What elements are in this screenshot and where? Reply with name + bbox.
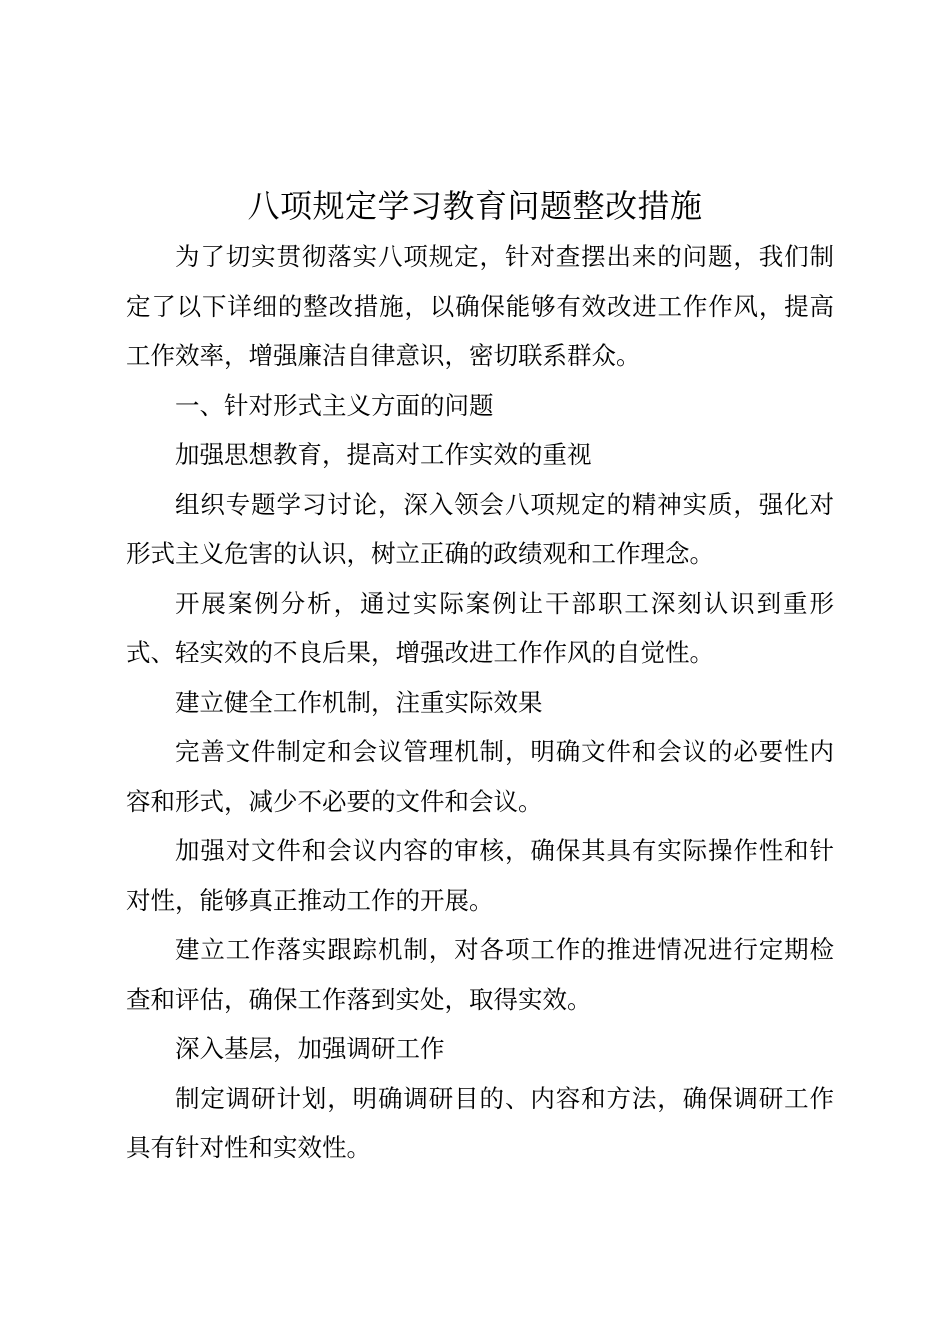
body-paragraph: 制定调研计划，明确调研目的、内容和方法，确保调研工作具有针对性和实效性。 (126, 1083, 834, 1162)
intro-paragraph: 为了切实贯彻落实八项规定，针对查摆出来的问题，我们制定了以下详细的整改措施，以确保能够有效改进工作作风，提高工作效率，增强廉洁自律意识，密切联系群众。 (126, 242, 834, 370)
subheading: 建立健全工作机制，注重实际效果 (175, 687, 543, 717)
body-paragraph: 完善文件制定和会议管理机制，明确文件和会议的必要性内容和形式，减少不必要的文件和会议。 (126, 737, 834, 816)
subheading: 加强思想教育，提高对工作实效的重视 (175, 440, 592, 469)
body-paragraph: 开展案例分析，通过实际案例让干部职工深刻认识到重形式、轻实效的不良后果，增强改进工作作风的自觉性。 (126, 588, 834, 667)
subheading: 深入基层，加强调研工作 (175, 1034, 445, 1063)
document-title: 八项规定学习教育问题整改措施 (247, 187, 703, 225)
document-body (126, 232, 834, 1173)
section-heading: 一、针对形式主义方面的问题 (175, 390, 494, 420)
body-paragraph: 建立工作落实跟踪机制，对各项工作的推进情况进行定期检查和评估，确保工作落到实处，取得实效。 (126, 935, 834, 1014)
body-paragraph: 加强对文件和会议内容的审核，确保其具有实际操作性和针对性，能够真正推动工作的开展。 (126, 836, 834, 915)
body-paragraph: 组织专题学习讨论，深入领会八项规定的精神实质，强化对形式主义危害的认识，树立正确的政绩观和工作理念。 (126, 489, 834, 568)
